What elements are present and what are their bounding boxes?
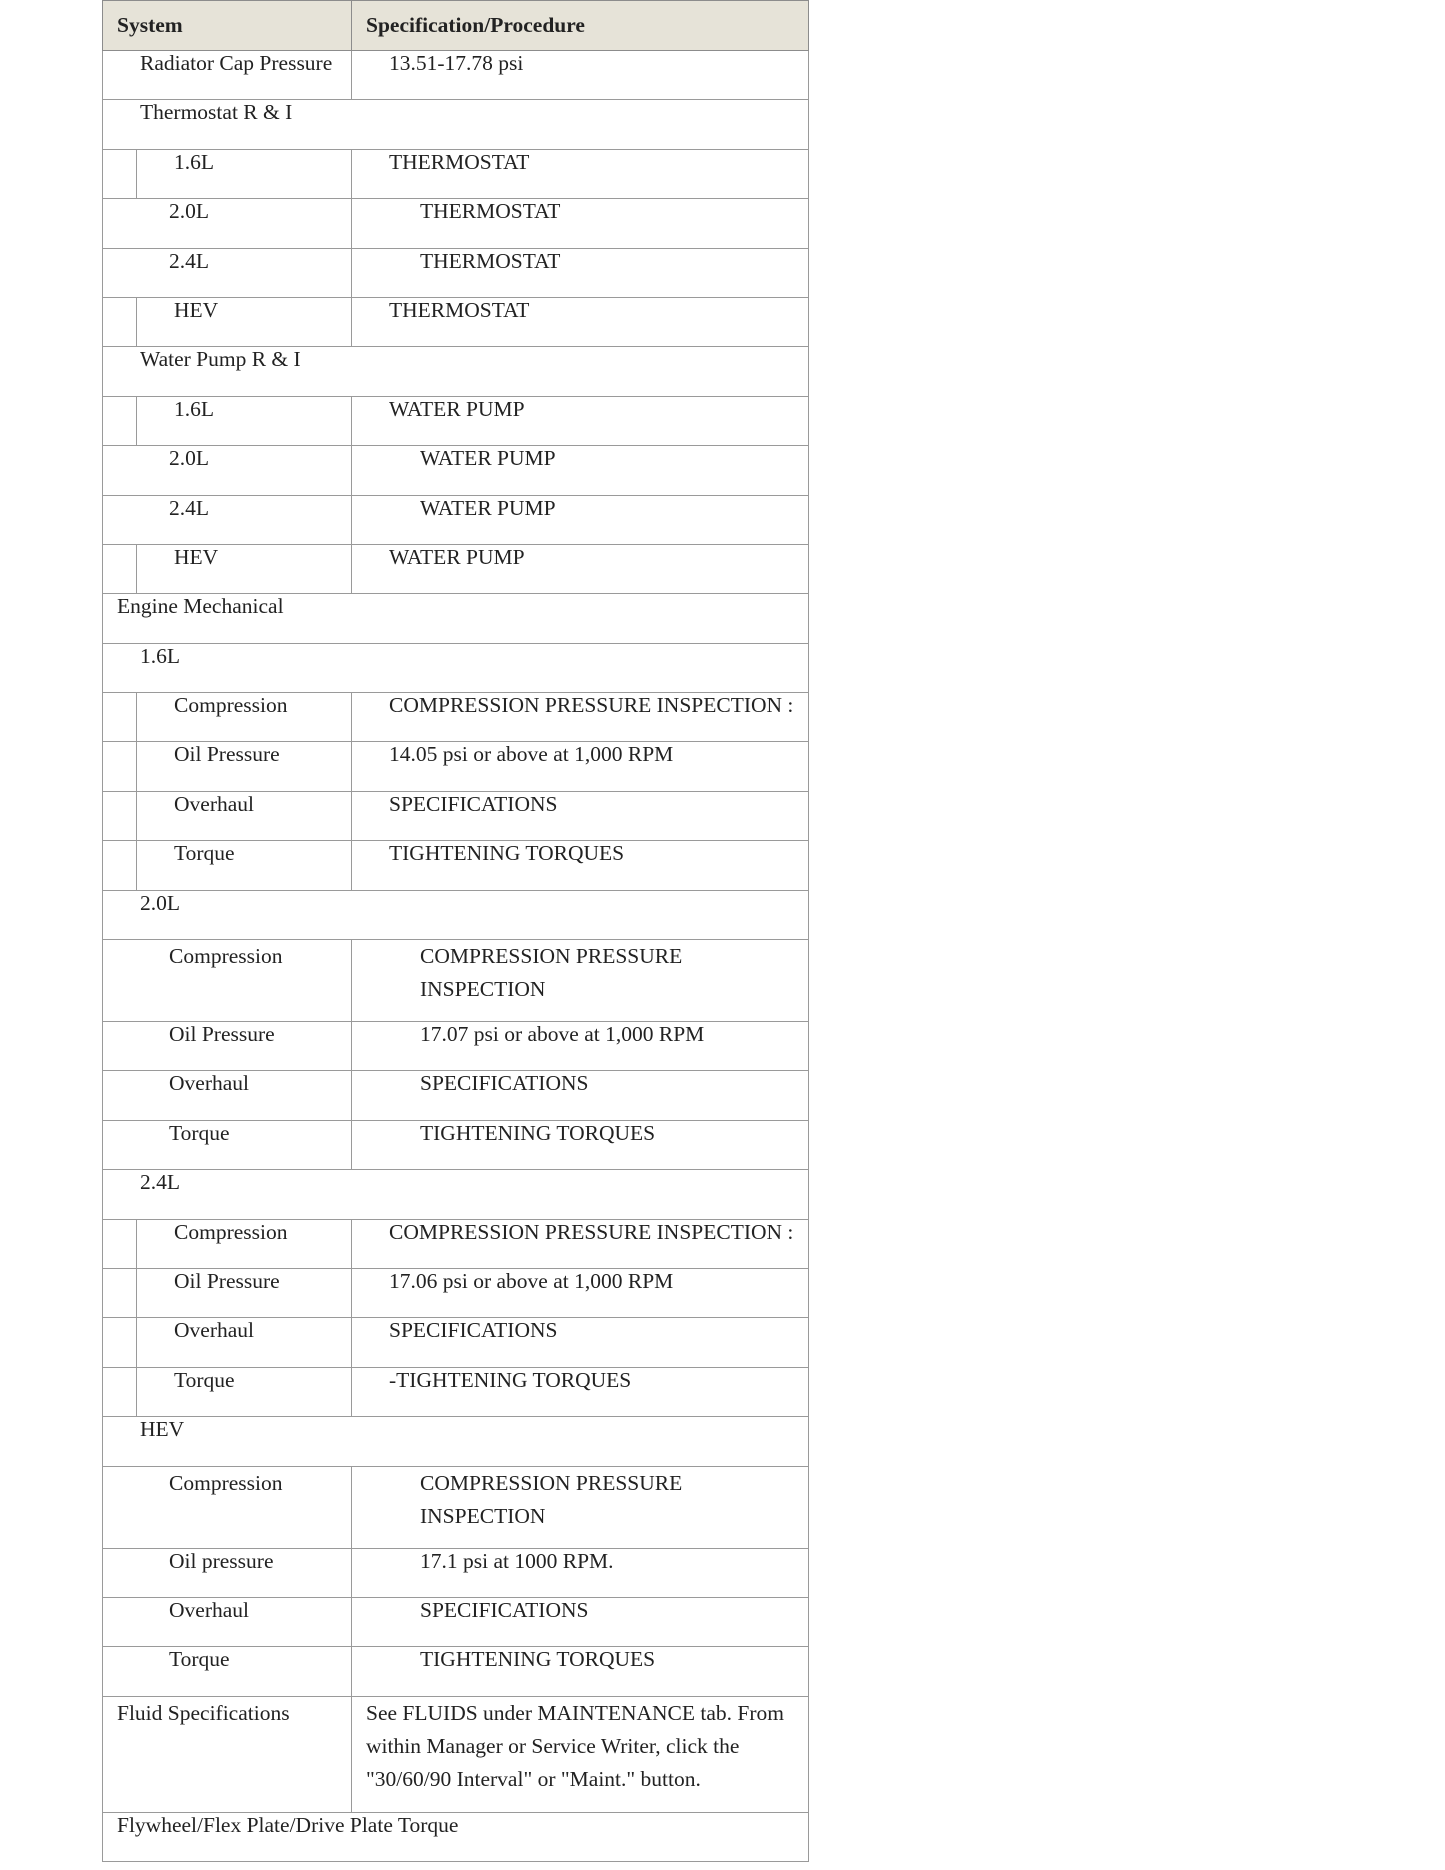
system-cell: Oil Pressure bbox=[103, 1022, 352, 1071]
system-label: HEV bbox=[174, 544, 219, 569]
system-cell: 2.0L bbox=[103, 199, 352, 248]
spec-link[interactable]: TIGHTENING TORQUES bbox=[352, 1647, 809, 1696]
spec-link[interactable]: THERMOSTAT bbox=[352, 149, 809, 198]
table-row-subsection bbox=[103, 1170, 809, 1219]
spec-link[interactable]: WATER PUMP bbox=[352, 446, 809, 495]
spec-cell: See FLUIDS under MAINTENANCE tab. From within Manager or Service Writer, click the "30/60/90 Interval" or "Maint." button. bbox=[352, 1696, 809, 1812]
system-cell: Torque bbox=[103, 1647, 352, 1696]
table-row-section bbox=[103, 594, 809, 643]
system-cell bbox=[103, 841, 352, 890]
table-row bbox=[103, 1696, 809, 1812]
spec-link[interactable]: WATER PUMP bbox=[352, 495, 809, 544]
spec-link[interactable]: TIGHTENING TORQUES bbox=[352, 841, 809, 890]
table-row-section bbox=[103, 347, 809, 396]
table-row bbox=[103, 693, 809, 742]
table-row bbox=[103, 1318, 809, 1367]
table-row-subsection bbox=[103, 890, 809, 939]
system-cell: Fluid Specifications bbox=[103, 1696, 352, 1812]
spec-link[interactable]: THERMOSTAT bbox=[352, 297, 809, 346]
specification-table bbox=[102, 0, 809, 1862]
column-header-specification: Specification/Procedure bbox=[352, 1, 809, 51]
spec-link[interactable]: COMPRESSION PRESSURE INSPECTION bbox=[352, 1466, 809, 1548]
system-cell: Overhaul bbox=[103, 1071, 352, 1120]
subsection-heading: 2.0L bbox=[103, 890, 809, 939]
spec-link[interactable]: COMPRESSION PRESSURE INSPECTION bbox=[352, 940, 809, 1022]
system-cell bbox=[103, 791, 352, 840]
spec-link[interactable]: SPECIFICATIONS bbox=[352, 1318, 809, 1367]
system-cell: Oil pressure bbox=[103, 1548, 352, 1597]
spec-link[interactable]: WATER PUMP bbox=[352, 396, 809, 445]
table-row bbox=[103, 1466, 809, 1548]
system-cell bbox=[103, 1367, 352, 1416]
spec-cell: 17.07 psi or above at 1,000 RPM bbox=[352, 1022, 809, 1071]
system-cell bbox=[103, 742, 352, 791]
spec-cell: 14.05 psi or above at 1,000 RPM bbox=[352, 742, 809, 791]
table-row bbox=[103, 1120, 809, 1169]
system-label: 1.6L bbox=[174, 149, 215, 174]
system-cell: 2.4L bbox=[103, 495, 352, 544]
spec-link[interactable]: SPECIFICATIONS bbox=[352, 1071, 809, 1120]
system-cell bbox=[103, 1219, 352, 1268]
system-cell: Compression bbox=[103, 1466, 352, 1548]
table-row bbox=[103, 495, 809, 544]
subsection-heading: 1.6L bbox=[103, 643, 809, 692]
spec-link[interactable]: TIGHTENING TORQUES bbox=[352, 1120, 809, 1169]
system-label: HEV bbox=[174, 297, 219, 322]
system-cell: Torque bbox=[103, 1120, 352, 1169]
table-row bbox=[103, 1367, 809, 1416]
table-row-subsection bbox=[103, 1417, 809, 1466]
spec-cell: 17.06 psi or above at 1,000 RPM bbox=[352, 1268, 809, 1317]
system-label: Compression bbox=[174, 693, 288, 718]
spec-link[interactable]: COMPRESSION PRESSURE INSPECTION : bbox=[352, 1219, 809, 1268]
system-cell bbox=[103, 149, 352, 198]
column-header-system: System bbox=[103, 1, 352, 51]
section-heading: Flywheel/Flex Plate/Drive Plate Torque bbox=[103, 1812, 809, 1861]
table-row bbox=[103, 1268, 809, 1317]
system-label: 1.6L bbox=[174, 396, 215, 421]
system-cell: Compression bbox=[103, 940, 352, 1022]
system-cell: Radiator Cap Pressure bbox=[103, 51, 352, 100]
system-cell bbox=[103, 544, 352, 593]
system-cell bbox=[103, 297, 352, 346]
table-row bbox=[103, 396, 809, 445]
system-cell: Overhaul bbox=[103, 1597, 352, 1646]
system-cell: 2.4L bbox=[103, 248, 352, 297]
table-row bbox=[103, 1022, 809, 1071]
system-cell bbox=[103, 693, 352, 742]
system-cell: 2.0L bbox=[103, 446, 352, 495]
system-cell bbox=[103, 1268, 352, 1317]
system-label: Torque bbox=[174, 841, 235, 866]
table-row bbox=[103, 544, 809, 593]
system-label: Oil Pressure bbox=[174, 742, 280, 767]
system-label: Overhaul bbox=[174, 791, 254, 816]
system-label: Oil Pressure bbox=[174, 1268, 280, 1293]
system-label: Torque bbox=[174, 1367, 235, 1392]
spec-link[interactable]: THERMOSTAT bbox=[352, 248, 809, 297]
subsection-heading: HEV bbox=[103, 1417, 809, 1466]
section-heading: Water Pump R & I bbox=[103, 347, 809, 396]
table-row bbox=[103, 1597, 809, 1646]
spec-link[interactable]: WATER PUMP bbox=[352, 544, 809, 593]
table-row bbox=[103, 1548, 809, 1597]
section-heading: Thermostat R & I bbox=[103, 100, 809, 149]
system-cell bbox=[103, 396, 352, 445]
spec-link[interactable]: SPECIFICATIONS bbox=[352, 1597, 809, 1646]
table-row bbox=[103, 199, 809, 248]
table-row-section bbox=[103, 100, 809, 149]
section-heading: Engine Mechanical bbox=[103, 594, 809, 643]
spec-link[interactable]: -TIGHTENING TORQUES bbox=[352, 1367, 809, 1416]
system-cell bbox=[103, 1318, 352, 1367]
table-row bbox=[103, 1071, 809, 1120]
spec-link[interactable]: COMPRESSION PRESSURE INSPECTION : bbox=[352, 693, 809, 742]
spec-cell: 17.1 psi at 1000 RPM. bbox=[352, 1548, 809, 1597]
table-row bbox=[103, 1647, 809, 1696]
table-row bbox=[103, 297, 809, 346]
table-row bbox=[103, 446, 809, 495]
table-row-subsection bbox=[103, 643, 809, 692]
table-row bbox=[103, 791, 809, 840]
table-header-row bbox=[103, 1, 809, 51]
table-row bbox=[103, 841, 809, 890]
table-row bbox=[103, 149, 809, 198]
system-label: Compression bbox=[174, 1219, 288, 1244]
table-row bbox=[103, 1219, 809, 1268]
table-row bbox=[103, 51, 809, 100]
table-row-section bbox=[103, 1812, 809, 1861]
subsection-heading: 2.4L bbox=[103, 1170, 809, 1219]
table-row bbox=[103, 940, 809, 1022]
spec-cell: 13.51-17.78 psi bbox=[352, 51, 809, 100]
spec-link[interactable]: THERMOSTAT bbox=[352, 199, 809, 248]
system-label: Overhaul bbox=[174, 1318, 254, 1343]
table-row bbox=[103, 742, 809, 791]
table-row bbox=[103, 248, 809, 297]
spec-link[interactable]: SPECIFICATIONS bbox=[352, 791, 809, 840]
